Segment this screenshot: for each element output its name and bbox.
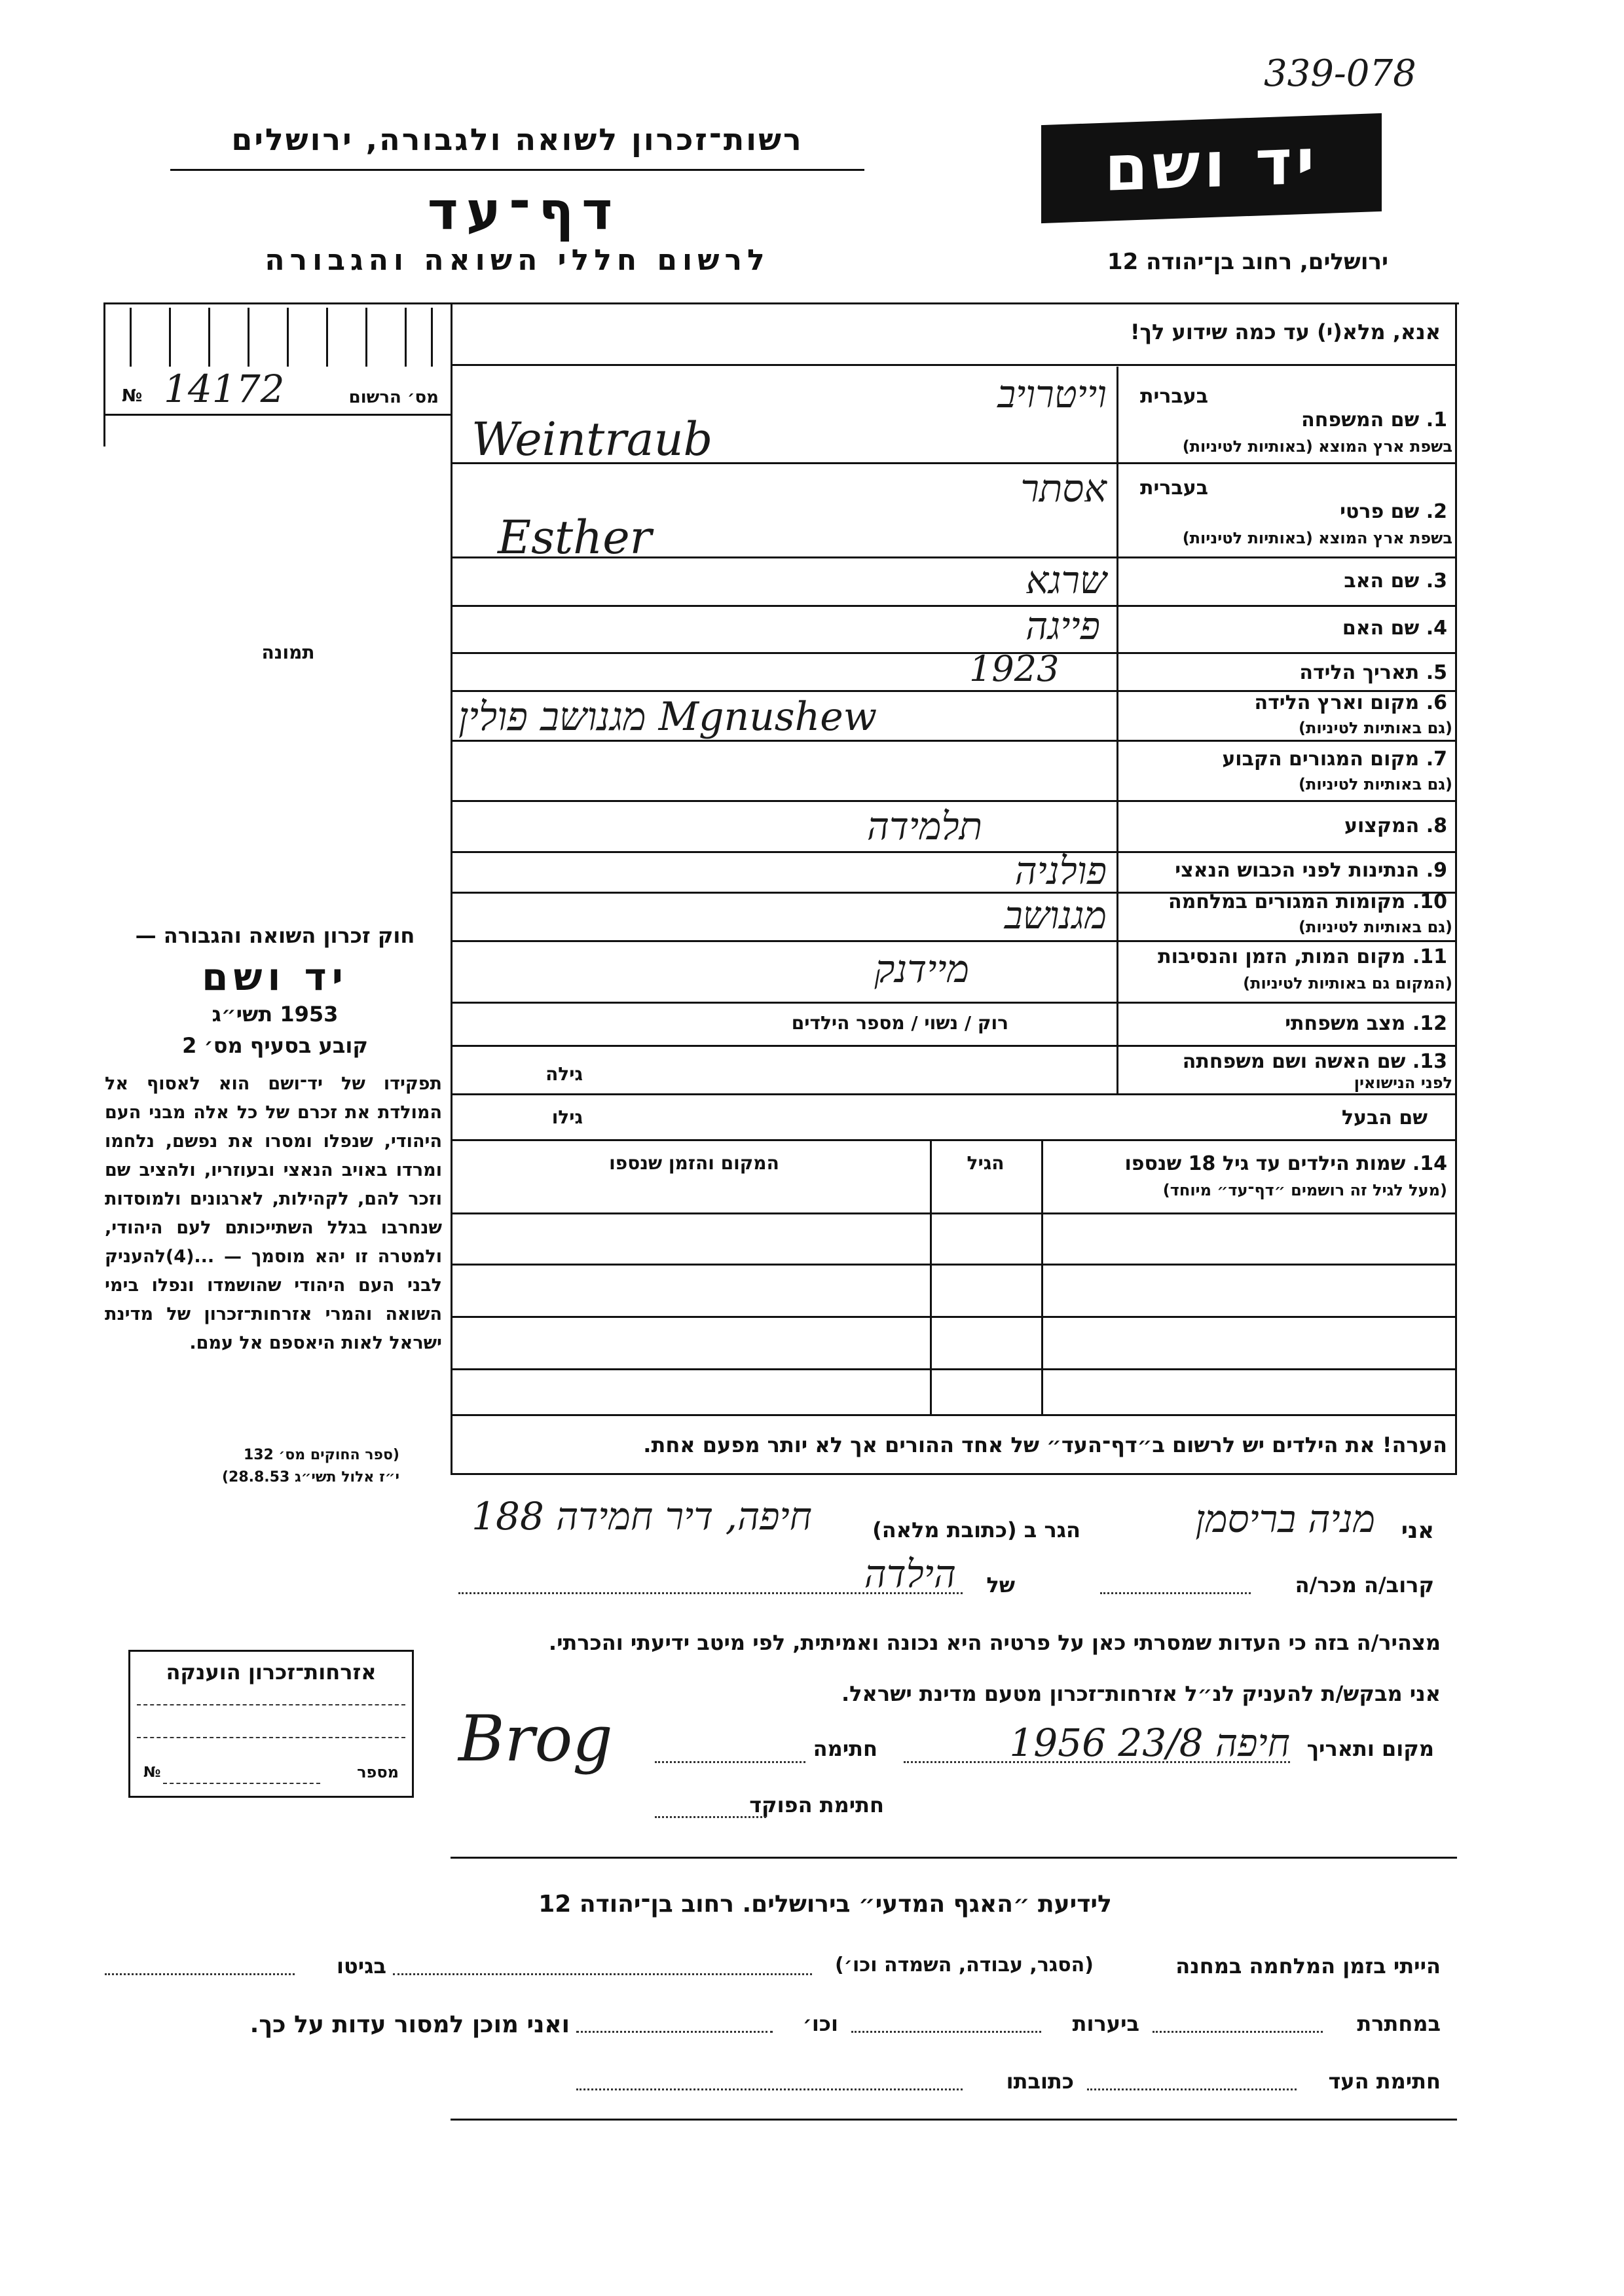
declaration-statement: מצהיר/ה בזה כי העדות שמסרתי כאן על פרטיה היא נכונה ואמיתית, לפי מיטב ידיעתי והכרתי. (548, 1630, 1441, 1655)
field-2-label (1126, 500, 1447, 523)
memorial-box-title: אזרחות־זכרון הוענקה (166, 1660, 377, 1685)
children-col-age: הגיל (967, 1152, 1005, 1174)
bottom-line2-b-dots (851, 2031, 1041, 2033)
label-column-divider (1116, 367, 1118, 1093)
children-divider-1 (930, 1139, 932, 1414)
field-13-name: שם האשה ושם משפחתה (1182, 1050, 1406, 1073)
field-10-num: 10. (1412, 890, 1447, 913)
field-12-num: 12. (1412, 1012, 1447, 1035)
bottom-line2-c-dots (576, 2031, 773, 2033)
children-row-4 (451, 1368, 1457, 1370)
signature-label: חתימה (813, 1736, 877, 1761)
field-11-sub: (המקום גם באותיות לטיניות) (1243, 974, 1452, 993)
value-sep-10 (451, 940, 1116, 942)
law-clause: קובע בסעיף מס׳ 2 (182, 1033, 368, 1058)
declarant-label: אני (1401, 1518, 1434, 1544)
form-instruction: אנא, מלא(י) עד כמה שידוע לך! (1130, 319, 1441, 344)
field-8-name: המקצוע (1344, 814, 1420, 837)
field-2-value-latin[interactable]: Esther (498, 511, 652, 564)
declaration-request: אני מבקש/ת להעניק לנ״ל אזרחות־זכרון מטעם מדינת ישראל. (841, 1681, 1441, 1706)
row-sep-7 (1116, 800, 1457, 802)
registration-no-value: 14172 (164, 367, 285, 411)
field-13-sub: לפני הנישואין (1354, 1074, 1452, 1092)
row-sep-4 (1116, 652, 1457, 654)
bottom-line1-paren: (הסגר, עבודה, השמדה וכו׳) (834, 1954, 1094, 1977)
law-body: תפקידו של יד־ושם הוא לאסוף אל המולדת את זכרם של כל אלה מבני העם היהודי, שנפלו ומסרו את נפשם, נלחמו ומרדו באויב הנאצי ובעוזריו, ולהציב שם וזכר להם, לקהילות, לארגונים ולמוסדות שנחרבו בגלל השתייכותם לעם היהודי, ולמטרה זו יהא מוסמך — ...(4)להעניק לבני העם היהודי שהושמדו ונפלו בימי השואה והמרי אזרחות־זכרון של מדינת ישראל לאות היאספם אל עמם. (105, 1074, 442, 1353)
field-11-label (1126, 945, 1447, 968)
of-label: של (986, 1573, 1015, 1597)
bottom-title: לידיעת ״האגף המדעי״ בירושלים. רחוב בן־יהודה 12 (538, 1891, 1112, 1918)
bottom-line2-a-dots (1153, 2031, 1323, 2033)
field-6-label (1126, 691, 1447, 714)
field-1-name: שם המשפחה (1301, 409, 1420, 431)
field-11-name: מקום המות, הזמן והנסיבות (1158, 945, 1406, 968)
law-reference: (ספר החוקים מס׳ 132 (243, 1447, 399, 1463)
field-5-name: תאריך הלידה (1299, 661, 1420, 684)
field-6-value[interactable]: מגנושב פולין Mgnushew (458, 694, 877, 740)
note-underline (451, 1473, 1457, 1475)
field-13-label (1126, 1050, 1447, 1073)
field-5-label (1126, 661, 1447, 684)
residence-label: הגר ב (כתובת מלאה) (872, 1518, 1080, 1542)
children-row-5 (451, 1414, 1457, 1416)
registration-underline (103, 414, 451, 416)
field-1-label (1126, 409, 1447, 431)
field-4-name: שם האם (1342, 617, 1420, 640)
field-1-value-latin[interactable]: Weintraub (471, 412, 713, 466)
bottom-section-separator (451, 1857, 1457, 1859)
children-note: הערה! את הילדים יש לרשום ב״דף־העד״ של אחד ההורים אך לא יותר מפעם אחת. (643, 1432, 1447, 1457)
official-signature-label: חתימת הפוקד (749, 1793, 884, 1817)
children-divider-2 (1041, 1139, 1043, 1414)
field-12-options[interactable]: רוק / נשוי / מספר הילדים (791, 1012, 1008, 1034)
relation-value[interactable]: הילדה (864, 1552, 956, 1596)
value-sep-14 (451, 1139, 1457, 1141)
bottom-line3-a-dots (1087, 2088, 1297, 2090)
instruction-underline (451, 364, 1457, 366)
row-sep-12 (1116, 1045, 1457, 1047)
value-sep-11 (451, 1002, 1116, 1004)
field-13-age-label: גילה (545, 1063, 583, 1085)
row-sep-6 (1116, 740, 1457, 742)
field-2-name: שם פרטי (1340, 500, 1420, 523)
place-date-value[interactable]: חיפה 23/8 1956 (1009, 1721, 1290, 1765)
value-sep-12 (451, 1045, 1116, 1047)
field-8-value[interactable]: תלמידה (866, 804, 982, 848)
field-3-label (1126, 570, 1447, 592)
field-4-label (1126, 617, 1447, 640)
field-9-name: הנתינות לפני הכבוש הנאצי (1175, 859, 1420, 882)
field-12-label (1126, 1012, 1447, 1035)
relation-dots (1100, 1592, 1251, 1594)
memorial-box-line-2 (137, 1737, 405, 1738)
field-5-num: 5. (1426, 661, 1447, 684)
field-2-sub: בשפת ארץ המוצא (באותיות לטיניות) (1182, 529, 1452, 547)
field-6-sub: (גם באותיות לטיניות) (1299, 719, 1452, 737)
bottom-line1-end: בגיטו (337, 1954, 386, 1978)
field-1-value-he[interactable]: וייטרויב (997, 372, 1107, 416)
field-7-name: מקום המגורים הקבוע (1222, 748, 1420, 771)
husband-age-label: גילו (551, 1106, 583, 1128)
signature-value[interactable]: Brog (458, 1702, 613, 1776)
value-sep-5 (451, 690, 1116, 692)
children-sub: (מעל לגיל זה רושמים ״דף־עד״ מיוחד) (1162, 1181, 1447, 1199)
field-10-sub: (גם באותיות לטיניות) (1299, 918, 1452, 936)
row-sep-3 (1116, 605, 1457, 607)
memorial-box-number-label: מספר (357, 1763, 399, 1781)
registration-no-prefix: № (122, 386, 143, 406)
field-7-num: 7. (1426, 748, 1447, 771)
field-5-value[interactable]: 1923 (969, 648, 1060, 689)
value-sep-13 (451, 1093, 1457, 1095)
memorial-citizenship-box (128, 1650, 414, 1798)
field-7-label (1126, 748, 1447, 771)
memorial-box-number-line (163, 1783, 320, 1784)
children-col-place: המקום והזמן שנספו (609, 1152, 779, 1174)
field-11-value[interactable]: מיידנק (874, 947, 969, 991)
field-2-num: 2. (1426, 500, 1447, 523)
declarant-name[interactable]: מניה בריסמן (1195, 1497, 1375, 1541)
bottom-line2-c: וכו׳ (802, 2011, 838, 2036)
law-title: חוק זכרון השואה והגבורה — (135, 923, 415, 948)
yad-vashem-logo (1041, 113, 1382, 223)
bottom-line3-a: חתימת העד (1328, 2069, 1441, 2094)
bottom-line1-end-dots (105, 1973, 295, 1975)
field-3-num: 3. (1426, 570, 1447, 592)
children-label (1054, 1152, 1447, 1175)
field-10-name: מקומות המגורים במלחמה (1168, 890, 1406, 913)
bottom-line3-b-dots (576, 2088, 963, 2090)
field-1-lang-hint: בעברית (1140, 385, 1208, 408)
field-6-name: מקום וארץ הלידה (1254, 691, 1420, 714)
field-1-num: 1. (1426, 409, 1447, 431)
bottom-line1-start: הייתי בזמן המלחמה במחנה (1175, 1954, 1441, 1978)
field-3-value[interactable]: שרגא (1025, 558, 1107, 602)
registration-no-label: מס׳ הרשום (348, 388, 439, 407)
frame-left-divider (451, 302, 452, 1474)
row-sep-10 (1116, 940, 1457, 942)
field-3-name: שם האב (1344, 570, 1420, 592)
bottom-line1-dots (393, 1973, 812, 1975)
logo-text: יד ושם (1104, 124, 1319, 206)
field-2-value-he[interactable]: אסתר (1020, 466, 1107, 511)
law-year: 1953 תשי״ג (212, 1002, 339, 1027)
relation-label: קרוב/ה מכר/ה (1295, 1573, 1434, 1597)
bottom-line3-b: כתובתו (1006, 2069, 1074, 2094)
value-sep-7 (451, 800, 1116, 802)
row-sep-8 (1116, 851, 1457, 853)
photo-label: תמונה (261, 642, 315, 663)
registration-ticks (103, 308, 451, 367)
field-12-name: מצב משפחתי (1285, 1012, 1406, 1035)
children-row-1 (451, 1212, 1457, 1214)
field-10-value[interactable]: מגנושב (1004, 893, 1107, 938)
memorial-box-line (137, 1704, 405, 1705)
place-date-label: מקום ותאריך (1306, 1736, 1434, 1761)
law-reference-date: י״ז אלול תשי״ג 28.8.53) (221, 1469, 399, 1485)
children-num: 14. (1412, 1152, 1447, 1175)
place-date-dots (904, 1761, 1290, 1763)
signature-dots (655, 1761, 805, 1763)
row-sep-1 (1116, 462, 1457, 464)
archive-number: 339-078 (1264, 52, 1416, 95)
bottom-line2-a: במחתרת (1357, 2011, 1441, 2036)
frame-right-edge (1455, 302, 1457, 1474)
field-1-sub: בשפת ארץ המוצא (באותיות לטיניות) (1182, 437, 1452, 456)
field-7-sub: (גם באותיות לטיניות) (1299, 775, 1452, 793)
field-2-lang-hint: בעברית (1140, 477, 1208, 500)
bottom-line2-b: ביערות (1072, 2011, 1139, 2036)
law-name: יד ושם (202, 955, 348, 999)
relation-value-dots (458, 1592, 963, 1594)
bottom-line2-d: ואני מוכן למסור עדות על כך. (249, 2011, 570, 2038)
memorial-box-number-prefix: № (143, 1764, 161, 1781)
frame-top (103, 302, 1459, 304)
field-9-num: 9. (1426, 859, 1447, 882)
field-9-value[interactable]: פולניה (1014, 848, 1107, 893)
husband-label: שם הבעל (1341, 1106, 1428, 1129)
field-13-num: 13. (1412, 1050, 1447, 1073)
field-4-num: 4. (1426, 617, 1447, 640)
bottom-frame-line (451, 2119, 1457, 2121)
children-title: שמות הילדים עד גיל 18 שנספו (1124, 1152, 1406, 1175)
row-sep-11 (1116, 1002, 1457, 1004)
residence-value[interactable]: חיפה, דיר חמידה 188 (471, 1494, 812, 1539)
field-10-label (1126, 890, 1447, 913)
header-address: ירושלים, רחוב בן־יהודה 12 (1107, 249, 1388, 275)
children-row-2 (451, 1264, 1457, 1266)
form-subtitle: לרשום חללי השואה והגבורה (265, 244, 770, 277)
official-signature-dots (655, 1816, 766, 1818)
form-title: דף־עד (427, 181, 621, 242)
field-8-label (1126, 814, 1447, 837)
institution-underline (170, 169, 864, 171)
children-row-3 (451, 1316, 1457, 1318)
value-sep-6 (451, 740, 1116, 742)
field-11-num: 11. (1412, 945, 1447, 968)
field-4-value[interactable]: פייגה (1025, 604, 1100, 648)
field-6-num: 6. (1426, 691, 1447, 714)
institution-name: רשות־זכרון לשואה ולגבורה, ירושלים (231, 122, 803, 157)
field-9-label (1126, 859, 1447, 882)
row-sep-2 (1116, 556, 1457, 558)
field-8-num: 8. (1426, 814, 1447, 837)
